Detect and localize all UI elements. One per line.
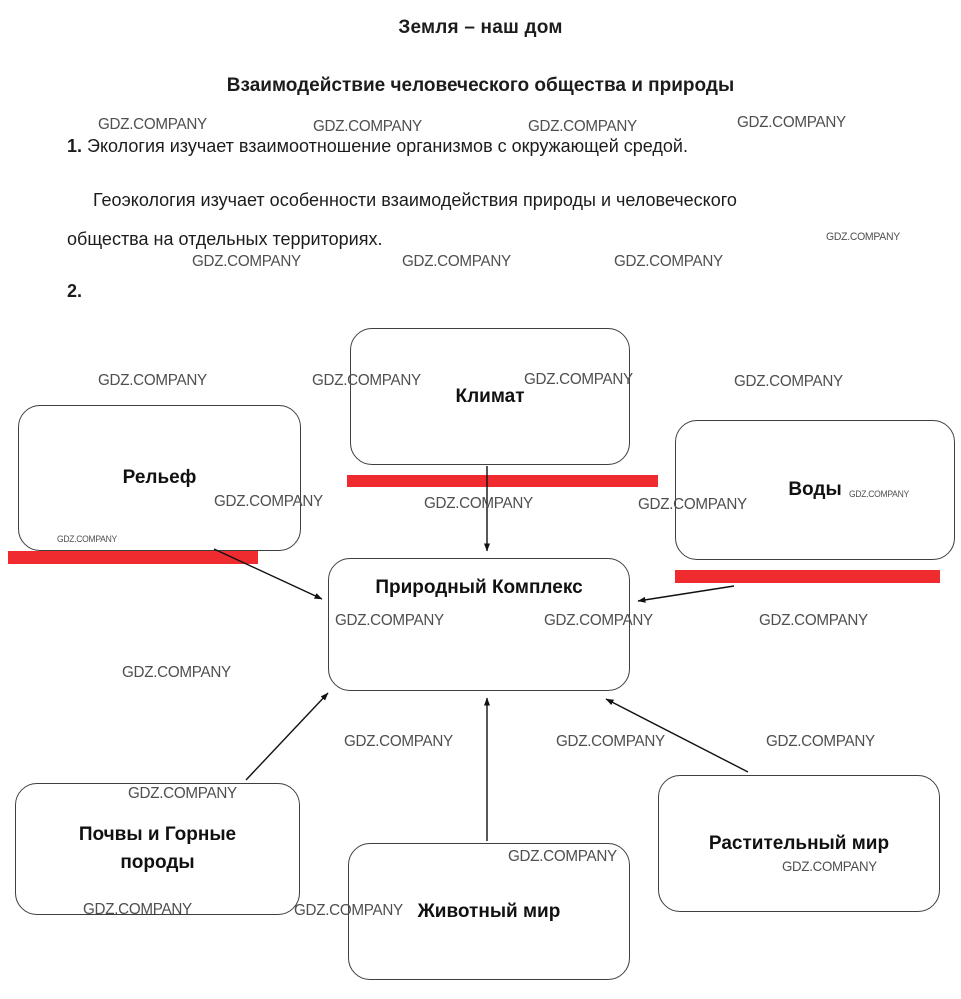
page-title: Земля – наш дом xyxy=(398,17,563,38)
watermark: GDZ.COMPANY xyxy=(214,493,323,510)
watermark: GDZ.COMPANY xyxy=(734,373,843,390)
red-strike-climate xyxy=(347,475,658,487)
geoecology-line-2: общества на отдельных территориях. xyxy=(67,229,383,249)
watermark: GDZ.COMPANY xyxy=(638,496,747,513)
node-relief-label: Рельеф xyxy=(122,467,197,489)
arrow-soil-to-complex xyxy=(246,693,328,780)
watermark: GDZ.COMPANY xyxy=(424,495,533,512)
watermark: GDZ.COMPANY xyxy=(782,858,877,874)
watermark: GDZ.COMPANY xyxy=(335,612,444,629)
page-subtitle: Взаимодействие человеческого общества и природы xyxy=(226,75,735,96)
node-climate xyxy=(350,328,630,465)
node-water xyxy=(675,420,955,560)
node-animal-label: Животный мир xyxy=(417,900,561,922)
watermark: GDZ.COMPANY xyxy=(508,848,617,865)
watermark: GDZ.COMPANY xyxy=(344,733,453,750)
item1-text: Экология изучает взаимоотношение организмов с окружающей средой. xyxy=(87,136,688,156)
watermark: GDZ.COMPANY xyxy=(737,114,846,131)
watermark: GDZ.COMPANY xyxy=(614,253,723,270)
watermark: GDZ.COMPANY xyxy=(312,372,421,389)
red-strike-relief xyxy=(8,551,258,564)
watermark: GDZ.COMPANY xyxy=(849,489,909,499)
paragraph-1 xyxy=(67,136,688,157)
node-plant-label: Растительный мир xyxy=(708,832,890,854)
watermark: GDZ.COMPANY xyxy=(98,372,207,389)
item2-number: 2. xyxy=(67,281,83,301)
watermark: GDZ.COMPANY xyxy=(192,253,301,270)
watermark: GDZ.COMPANY xyxy=(128,785,237,802)
watermark: GDZ.COMPANY xyxy=(98,116,207,133)
node-plant xyxy=(658,775,940,912)
watermark: GDZ.COMPANY xyxy=(122,664,231,681)
arrow-water-to-complex xyxy=(638,586,734,601)
watermark: GDZ.COMPANY xyxy=(826,231,900,243)
watermark: GDZ.COMPANY xyxy=(402,253,511,270)
node-natural-complex-label: Природный Комплекс xyxy=(375,577,583,598)
watermark: GDZ.COMPANY xyxy=(57,534,117,544)
watermark: GDZ.COMPANY xyxy=(766,733,875,750)
red-strike-water xyxy=(675,570,940,583)
watermark: GDZ.COMPANY xyxy=(524,371,633,388)
watermark: GDZ.COMPANY xyxy=(759,612,868,629)
watermark: GDZ.COMPANY xyxy=(313,118,422,135)
node-climate-label: Климат xyxy=(455,385,525,407)
watermark: GDZ.COMPANY xyxy=(83,901,192,918)
watermark: GDZ.COMPANY xyxy=(556,733,665,750)
geoecology-line-1: Геоэкология изучает особенности взаимодействия природы и человеческого xyxy=(93,190,737,210)
node-relief xyxy=(18,405,301,551)
node-soil-label: Почвы и Горные породы xyxy=(78,824,237,873)
item1-number: 1. xyxy=(67,136,83,156)
watermark: GDZ.COMPANY xyxy=(528,118,637,135)
watermark: GDZ.COMPANY xyxy=(294,902,403,919)
watermark: GDZ.COMPANY xyxy=(544,612,653,629)
node-water-label: Воды xyxy=(788,479,842,501)
